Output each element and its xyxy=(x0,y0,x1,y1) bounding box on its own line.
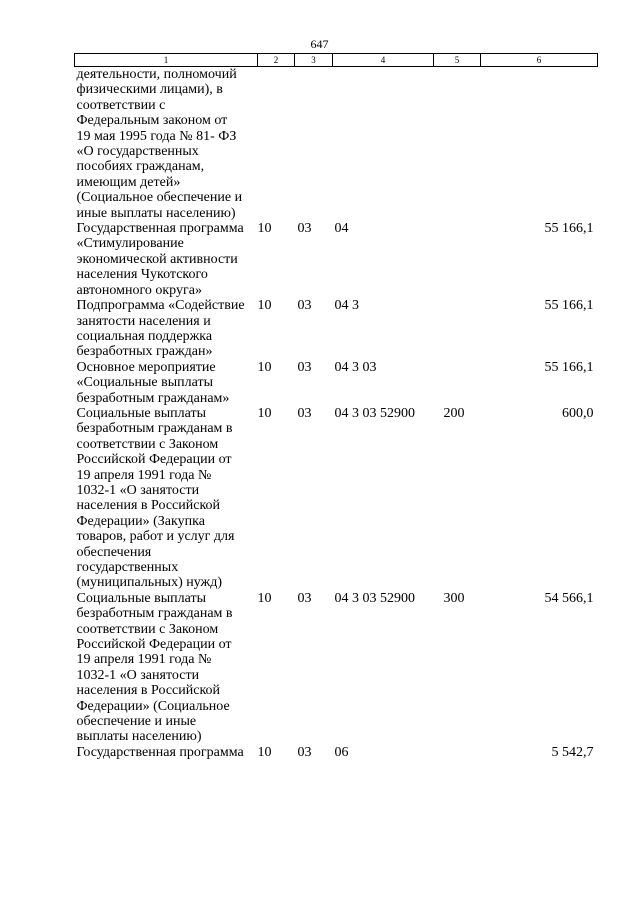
row-expense-type-code xyxy=(434,67,481,222)
row-amount: 54 566,1 xyxy=(544,590,594,606)
row-name: Подпрограмма «Содействие занятости населения и социальная поддержка безработных граждан» xyxy=(76,298,245,360)
row-section-code: 10 xyxy=(257,590,272,606)
row-expense-type-code: 300 xyxy=(443,590,465,606)
row-name: деятельности, полномочий физическими лицами), в соответствии с Федеральным законом от 19 мая 1995 года № 81- ФЗ «О государственных пособиях гражданам, имеющим детей» (Социальное обеспечение и иные выплаты населению) xyxy=(76,67,243,221)
row-amount: 55 166,1 xyxy=(544,359,594,375)
row-subsection-code: 03 xyxy=(297,590,312,606)
row-name: Государственная программа xyxy=(76,744,244,760)
table-row xyxy=(75,745,598,760)
row-target-article-code: 04 3 xyxy=(334,298,359,314)
row-name: Социальные выплаты безработным гражданам в соответствии с Законом Российской Федерации от 19 апреля 1991 года № 1032-1 «О занятости населения в Российской Федерации» (Социальное обеспечение и иные выплаты населению) xyxy=(76,590,233,745)
column-number-header-row xyxy=(75,54,598,67)
column-number-2: 2 xyxy=(258,54,295,67)
row-target-article-code: 04 3 03 xyxy=(334,359,377,375)
row-name: Основное мероприятие «Социальные выплаты безработным гражданам» xyxy=(76,359,230,406)
row-target-article-code: 04 3 03 52900 xyxy=(334,590,415,606)
row-subsection-code: 03 xyxy=(297,744,312,760)
row-section-code: 10 xyxy=(257,405,272,421)
column-number-1: 1 xyxy=(75,54,258,67)
column-number-3: 3 xyxy=(295,54,333,67)
row-subsection-code: 03 xyxy=(297,221,312,237)
row-amount: 55 166,1 xyxy=(544,298,594,314)
row-expense-type-code xyxy=(434,360,481,406)
table-row xyxy=(75,591,598,745)
row-target-article-code: 04 xyxy=(334,221,349,237)
row-name: Государственная программа «Стимулирование экономической активности населения Чукотского автономного округа» xyxy=(76,221,244,298)
row-target-article-code: 04 3 03 52900 xyxy=(334,405,415,421)
row-subsection-code: 03 xyxy=(297,405,312,421)
column-number-4: 4 xyxy=(333,54,434,67)
row-subsection-code: 03 xyxy=(297,359,312,375)
table-row xyxy=(75,221,598,298)
row-name: Социальные выплаты безработным гражданам в соответствии с Законом Российской Федерации от 19 апреля 1991 года № 1032-1 «О занятости населения в Российской Федерации» (Закупка товаров, работ и услуг для обеспечения государственных (муниципальных) нужд) xyxy=(76,405,235,591)
table-row xyxy=(75,406,598,591)
row-section-code xyxy=(258,67,295,222)
row-amount xyxy=(481,67,598,222)
column-number-6: 6 xyxy=(481,54,598,67)
row-expense-type-code xyxy=(434,221,481,298)
row-target-article-code: 06 xyxy=(334,744,349,760)
row-expense-type-code: 200 xyxy=(443,405,465,421)
row-amount: 600,0 xyxy=(562,405,594,421)
row-expense-type-code xyxy=(434,745,481,760)
row-section-code: 10 xyxy=(257,359,272,375)
budget-table xyxy=(74,53,598,760)
row-amount: 55 166,1 xyxy=(544,221,594,237)
table-row xyxy=(75,67,598,222)
row-subsection-code: 03 xyxy=(297,298,312,314)
row-section-code: 10 xyxy=(257,744,272,760)
row-amount: 5 542,7 xyxy=(551,744,594,760)
table-row xyxy=(75,360,598,406)
row-section-code: 10 xyxy=(257,298,272,314)
row-subsection-code xyxy=(295,67,333,222)
row-target-article-code xyxy=(333,67,434,222)
row-expense-type-code xyxy=(434,298,481,360)
row-section-code: 10 xyxy=(257,221,272,237)
column-number-5: 5 xyxy=(434,54,481,67)
page-number: 647 xyxy=(310,37,329,51)
table-row xyxy=(75,298,598,360)
